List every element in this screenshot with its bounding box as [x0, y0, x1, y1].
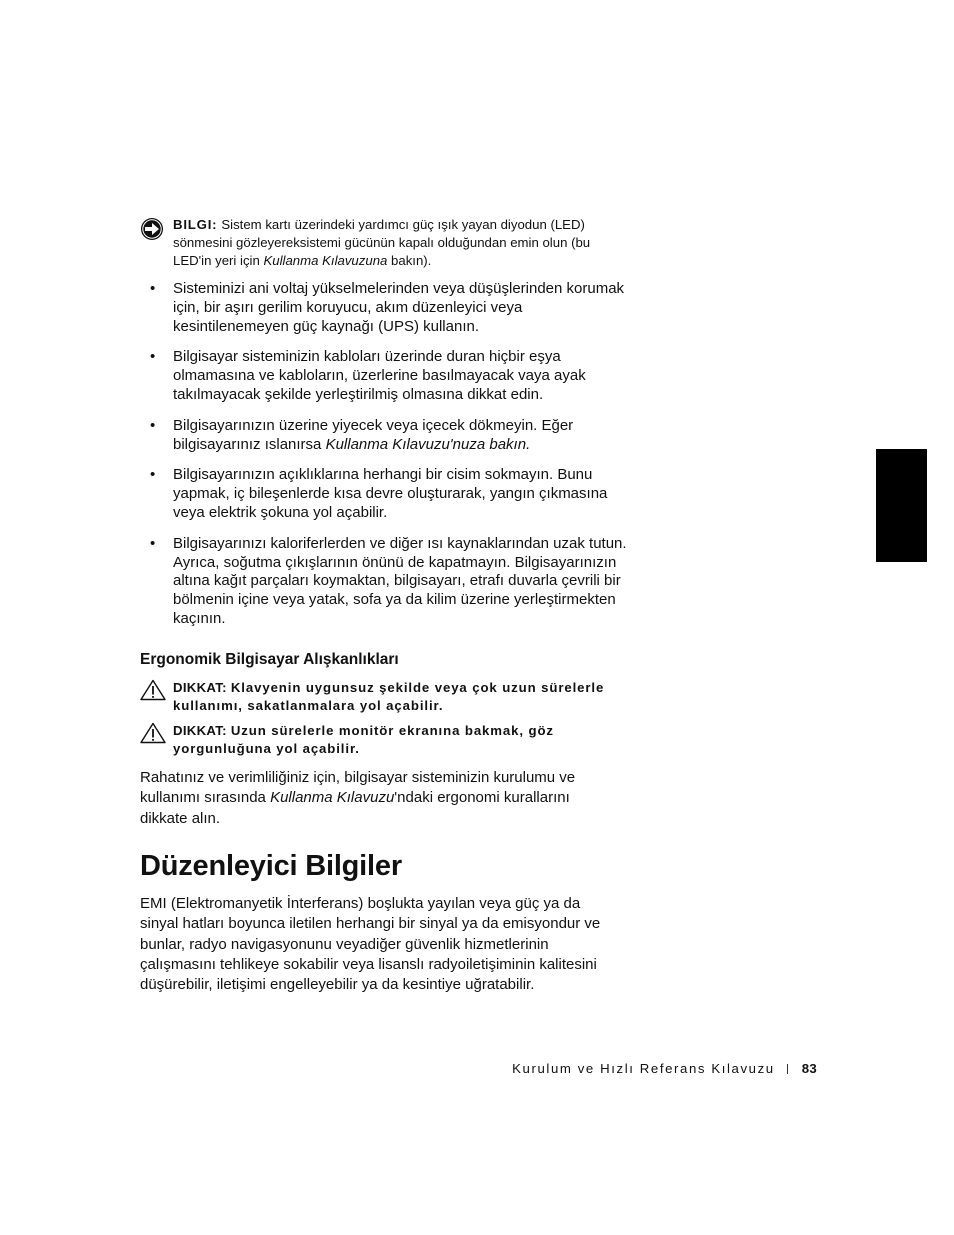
section-thumb-tab: [876, 449, 927, 562]
list-item: • Bilgisayarınızın üzerine yiyecek veya içecek dökmeyin. Eğer bilgisayarınız ıslanırsa Kullanma Kılavuzu'nuza bakın.: [150, 416, 574, 453]
caution-label: DIKKAT:: [173, 723, 227, 738]
note-block: [140, 216, 630, 270]
bullet-dot: •: [150, 416, 156, 434]
list-item: • Sisteminizi ani voltaj yükselmelerinden veya düşüşlerinden korumak için, bir aşırı gerilim koruyucu, akım düzenleyici veya kesintilenemeyen güç kaynağı (UPS) kullanın.: [150, 280, 625, 335]
list-item: • Bilgisayar sisteminizin kabloları üzerinde duran hiçbir eşya olmamasına ve kabloların, üzerlerine basılmayacak vaya ayak takılmayacak şekilde yerleştirilmiş olmasına dikkat edin.: [150, 348, 586, 403]
warning-triangle-icon: [140, 679, 166, 701]
bullet-dot: •: [150, 348, 156, 366]
bullet-dot: •: [150, 466, 156, 484]
caution-text: DIKKAT: Klavyenin uygunsuz şekilde veya çok uzun sürelerle kullanımı, sakatlanmalara yol açabilir.: [173, 680, 605, 713]
emi-paragraph: EMI (Elektromanyetik İnterferans) boşlukta yayılan veya güç ya da sinyal hatları boyunca iletilen herhangi bir sinyal ya da emisyondur ve bunlar, radyo navigasyonunu veyadiğer güvenlik hizmetlerinin çalışmasını tehlikeye sokabilir veya lisanslı radyoiletişiminin kalitesini düşürebilir, iletişimi engelleyebilir ya da kesintiye uğratabilir.: [140, 895, 601, 994]
caution-block: [140, 679, 640, 714]
list-item: • Bilgisayarınızın açıklıklarına herhangi bir cisim sokmayın. Bunu yapmak, iç bileşenlerde kısa devre oluşturarak, yangın çıkmasına veya elektrik şokuna yol açabilir.: [150, 466, 608, 521]
page-number: 83: [801, 1061, 817, 1076]
page-heading: Düzenleyici Bilgiler: [140, 850, 402, 882]
footer-separator: [787, 1064, 788, 1074]
note-arrow-icon: [140, 217, 164, 241]
note-text: BILGI: Sistem kartı üzerindeki yardımcı güç ışık yayan diyodun (LED) sönmesini gözleyereksistemi gücünün kapalı olduğundan emin olun (bu LED'in yeri için Kullanma Kılavuzuna bakın).: [173, 217, 591, 268]
caution-text: DIKKAT: Uzun sürelerle monitör ekranına bakmak, göz yorgunluğuna yol açabilir.: [173, 723, 554, 756]
warning-triangle-icon: [140, 722, 166, 744]
caution-block: [140, 722, 640, 757]
bullet-dot: •: [150, 280, 156, 297]
list-item: • Bilgisayarınızı kaloriferlerden ve diğer ısı kaynaklarından uzak tutun. Ayrıca, soğutma çıkışlarının önünü de kapatmayın. Bilgisayarınızın altına kağıt parçaları koymaktan, bilgisayarı, etrafı duvarla çevrili bir bölmenin içine veya yatak, sofa ya da kilim üzerine yerleştirmekten kaçının.: [150, 534, 627, 627]
safety-bullet-list: [140, 280, 640, 629]
section-subheading: Ergonomik Bilgisayar Alışkanlıkları: [140, 651, 399, 668]
caution-label: DIKKAT:: [173, 680, 227, 695]
note-label: BILGI:: [173, 217, 218, 232]
footer-title: Kurulum ve Hızlı Referans Kılavuzu: [512, 1061, 775, 1076]
bullet-dot: •: [150, 534, 156, 552]
page-footer: [512, 1061, 817, 1076]
ergonomics-paragraph: Rahatınız ve verimliliğiniz için, bilgisayar sisteminizin kurulumu ve kullanımı sırasında Kullanma Kılavuzu'ndaki ergonomi kurallarını dikkate alın.: [140, 769, 576, 827]
